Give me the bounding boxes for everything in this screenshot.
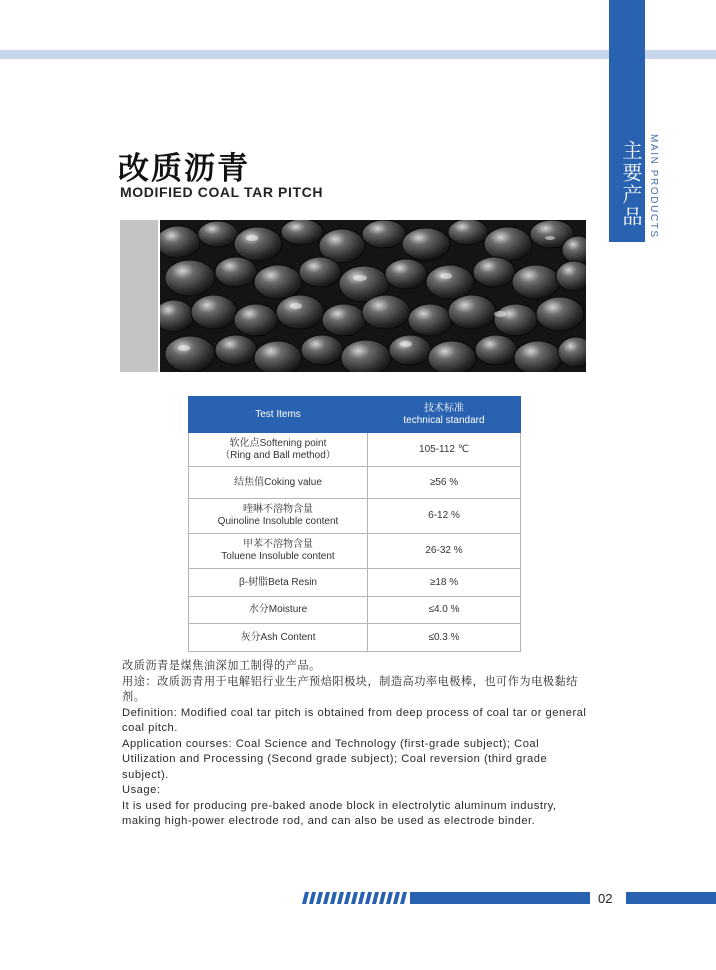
- table-row: [189, 534, 521, 569]
- value-cell: ≤0.3 %: [368, 624, 521, 652]
- item-en: 结焦值Coking value: [234, 476, 322, 488]
- col-std-zh: 技术标准: [424, 402, 464, 414]
- side-tab-title-en: MAIN PRODUCTS: [648, 134, 659, 239]
- table-row: [189, 467, 521, 499]
- photo-accent-block: [120, 220, 158, 372]
- spec-table: [188, 396, 521, 652]
- table-row: [189, 597, 521, 624]
- item-en: β-树脂Beta Resin: [239, 576, 317, 588]
- footer-decor-bar: [626, 892, 716, 904]
- product-title-zh: 改质沥青: [118, 151, 250, 186]
- item-zh: 甲苯不溶物含量: [243, 539, 313, 550]
- item-zh: 软化点Softening point: [229, 437, 327, 449]
- item-en: 水分Moisture: [248, 604, 308, 615]
- table-row: [189, 433, 521, 467]
- item-en: 灰分Ash Content: [240, 631, 316, 643]
- description-zh-usage: 用途：改质沥青用于电解铝行业生产预焙阳极块，制造高功率电极棒，也可作为电极黏结剂。: [122, 675, 578, 703]
- description-definition: Definition: Modified coal tar pitch is obtained from deep process of coal tar or general coal pitch.: [122, 706, 587, 734]
- item-en: （Ring and Ball method）: [220, 449, 336, 461]
- table-row: [189, 624, 521, 652]
- description-usage-label: Usage:: [122, 784, 161, 796]
- product-photo: [160, 220, 586, 372]
- page-number: 02: [598, 891, 613, 906]
- col-test-items: Test Items: [189, 397, 368, 433]
- col-technical-standard: [368, 397, 521, 433]
- item-en: Quinoline Insoluble content: [217, 516, 339, 527]
- footer-decor-stripes: [302, 892, 590, 904]
- value-cell: ≤4.0 %: [368, 597, 521, 624]
- product-title-en: MODIFIED COAL TAR PITCH: [120, 184, 324, 200]
- col-std-en: technical standard: [403, 414, 485, 426]
- item-cell: [189, 624, 368, 652]
- spec-table-header: [189, 397, 521, 433]
- value-cell: ≥18 %: [368, 569, 521, 597]
- value-cell: 105-112 ℃: [368, 433, 521, 467]
- item-cell: [189, 569, 368, 597]
- item-en: Toluene Insoluble content: [221, 551, 335, 562]
- item-cell: [189, 534, 368, 569]
- item-zh: 喹啉不溶物含量: [243, 504, 313, 515]
- value-cell: ≥56 %: [368, 467, 521, 499]
- description-usage: It is used for producing pre-baked anode block in electrolytic aluminum industry, making high-power electrode rod, and can also be used as electrode binder.: [122, 799, 557, 827]
- description-zh-intro: 改质沥青是煤焦油深加工制得的产品。: [122, 660, 321, 672]
- description-application: Application courses: Coal Science and Technology (first-grade subject); Coal Utilization and Processing (Second grade subject); Coal reversion (third grade subject).: [122, 737, 548, 781]
- side-tab-title-zh: 主要产品: [619, 140, 641, 228]
- table-row: [189, 569, 521, 597]
- product-description: [122, 659, 592, 830]
- item-cell: [189, 467, 368, 499]
- value-cell: 26-32 %: [368, 534, 521, 569]
- item-cell: [189, 597, 368, 624]
- item-cell: [189, 499, 368, 534]
- item-cell: [189, 433, 368, 467]
- table-row: [189, 499, 521, 534]
- value-cell: 6-12 %: [368, 499, 521, 534]
